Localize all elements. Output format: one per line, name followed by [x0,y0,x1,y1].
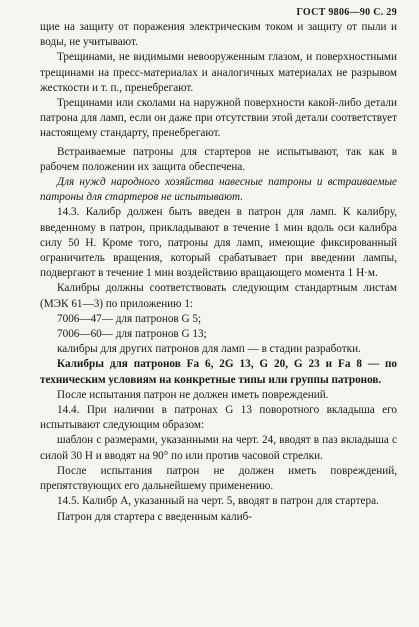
paragraph: 14.3. Калибр должен быть введен в патрон для ламп. К калибру, введенному в патрон, прикладывают в течение 1 мин вдоль оси калибра силу 50 Н. Кроме того, патроны для ламп, имеющие фиксированный ограничитель вращения, который срабатывает при введении лампы, подвергают в течение 1 мин воздействию вращающего момента 1 Н·м. [40,206,397,280]
document-body [40,20,397,525]
paragraph: После испытания патрон не должен иметь повреждений, препятствующих его дальнейшему применению. [40,464,397,493]
paragraph: После испытания патрон не должен иметь повреждений. [57,388,329,401]
amendment-paragraph: Для нужд народного хозяйства навесные патроны и встраиваемые патроны для стартеров не испытывают. [40,176,397,204]
paragraph: Калибры должны соответствовать следующим стандартным листам (МЭК 61—3) по приложению 1: [40,282,397,310]
list-item: 7006—60— для патронов G 13; [57,328,207,341]
paragraph: Трещинами или сколами на наружной поверхности какой-либо детали патрона для ламп, если он даже при отсутствии этой детали соответствует настоящему стандарту, пренебрегают. [40,97,397,140]
page-header: ГОСТ 9806—90 С. 29 [296,7,397,18]
paragraph: 14.5. Калибр А, указанный на черт. 5, вводят в патрон для стартера. [57,495,379,508]
paragraph: шаблон с размерами, указанными на черт. 24, вводят в паз вкладыша с силой 30 Н и вводят на 90° по или против часовой стрелки. [40,434,397,462]
list-item: 7006—47— для патронов G 5; [57,312,202,325]
paragraph: 14.4. При наличии в патронах G 13 поворотного вкладыша его испытывают следующим образом: [40,404,397,432]
paragraph: Встраиваемые патроны для стартеров не испытывают, так как в рабочем положении их защита обеспечена. [40,145,397,173]
list-item: калибры для других патронов для ламп — в стадии разработки. [57,343,361,356]
bold-paragraph: Калибры для патронов Fa 6, 2G 13, G 20, G 23 и Fa 8 — по техническим условиям на конкретные типы или группы патронов. [40,358,397,386]
paragraph: щие на защиту от поражения электрическим током и защиту от пыли и воды, не учитывают. [40,21,397,49]
paragraph: Патрон для стартера с введенным калиб- [57,510,253,523]
paragraph: Трещинами, не видимыми невооруженным глазом, и поверхностными трещинами на пресс-материалах и аналогичных материалах не разрывом жесткости и т. п., пренебрегают. [40,51,397,94]
